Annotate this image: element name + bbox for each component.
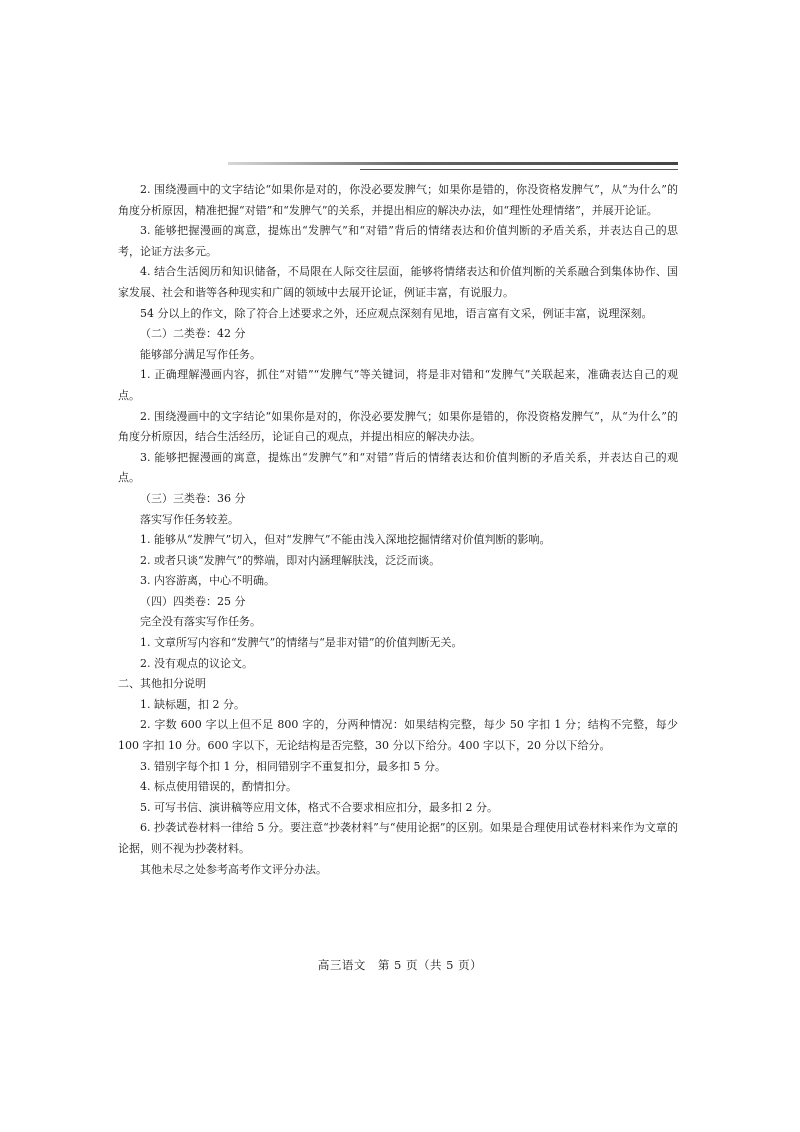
paragraph: 2. 围绕漫画中的文字结论“如果你是对的，你没必要发脾气；如果你是错的，你没资格发脾气”，从“为什么”的角度分析原因，精准把握“对错”和“发脾气”的关系，并提出相应的解决办法，如“理性处理情绪”，并展开论证。: [118, 183, 678, 217]
paragraph: 5. 可写书信、演讲稿等应用文体，格式不合要求相应扣分，最多扣 2 分。: [140, 800, 498, 814]
paragraph: 落实写作任务较差。: [140, 512, 239, 526]
paragraph: 完全没有落实写作任务。: [140, 615, 261, 629]
paragraph: 1. 缺标题，扣 2 分。: [140, 697, 245, 711]
paragraph: 2. 没有观点的议论文。: [140, 656, 253, 670]
paragraph: （二）二类卷：42 分: [140, 327, 246, 341]
paragraph: 6. 抄袭试卷材料一律给 5 分。要注意“抄袭材料”与“使用论据”的区别。如果是合理使用试卷材料来作为文章的论据，则不视为抄袭材料。: [118, 821, 678, 855]
paragraph: 能够部分满足写作任务。: [140, 347, 261, 361]
paragraph: 2. 字数 600 字以上但不足 800 字的，分两种情况：如果结构完整，每少 50 字扣 1 分；结构不完整，每少 100 字扣 10 分。600 字以下，无论结构是否完整，30 分以下给分。400 字以下，20 分以下给分。: [118, 718, 678, 753]
paragraph: 2. 或者只谈“发脾气”的弊端，即对内涵理解肤浅，泛泛而谈。: [140, 553, 441, 567]
paragraph: 2. 围绕漫画中的文字结论“如果你是对的，你没必要发脾气；如果你是错的，你没资格发脾气”，从“为什么”的角度分析原因，结合生活经历，论证自己的观点，并提出相应的解决办法。: [118, 409, 678, 444]
paragraph: 3. 能够把握漫画的寓意，提炼出“发脾气”和“对错”背后的情绪表达和价值判断的矛盾关系，并表达自己的观点。: [118, 450, 678, 485]
page-footer: 高三语文 第 5 页（共 5 页）: [317, 958, 483, 972]
header-rule-thin: [360, 169, 678, 170]
document-body: [118, 180, 678, 880]
paragraph: 二、其他扣分说明: [118, 677, 206, 691]
paragraph: 1. 能够从“发脾气”切入，但对“发脾气”不能由浅入深地挖掘情绪对价值判断的影响。: [140, 533, 551, 547]
paragraph: 54 分以上的作文，除了符合上述要求之外，还应观点深刻有见地，语言富有文采，例证丰富，说理深刻。: [140, 306, 653, 320]
paragraph: 3. 能够把握漫画的寓意，提炼出“发脾气”和“对错”背后的情绪表达和价值判断的矛盾关系，并表达自己的思考，论证方法多元。: [118, 224, 678, 258]
paragraph: 4. 结合生活阅历和知识储备，不局限在人际交往层面，能够将情绪表达和价值判断的关系融合到集体协作、国家发展、社会和谐等各种现实和广阔的领域中去展开论证，例证丰富，有说服力。: [118, 265, 678, 299]
paragraph: 3. 错别字每个扣 1 分，相同错别字不重复扣分，最多扣 5 分。: [140, 759, 446, 773]
paragraph: 3. 内容游离，中心不明确。: [140, 574, 275, 588]
header-rule: [228, 162, 678, 165]
paragraph: 其他未尽之处参考高考作文评分办法。: [140, 862, 327, 876]
paragraph: 1. 正确理解漫画内容，抓住“对错”“发脾气”等关键词，将是非对错和“发脾气”关联起来，准确表达自己的观点。: [118, 368, 678, 402]
paragraph: （四）四类卷：25 分: [140, 594, 246, 608]
paragraph: （三）三类卷：36 分: [140, 491, 246, 505]
paragraph: 4. 标点使用错误的，酌情扣分。: [140, 780, 297, 794]
paragraph: 1. 文章所写内容和“发脾气”的情绪与“是非对错”的价值判断无关。: [140, 636, 463, 650]
